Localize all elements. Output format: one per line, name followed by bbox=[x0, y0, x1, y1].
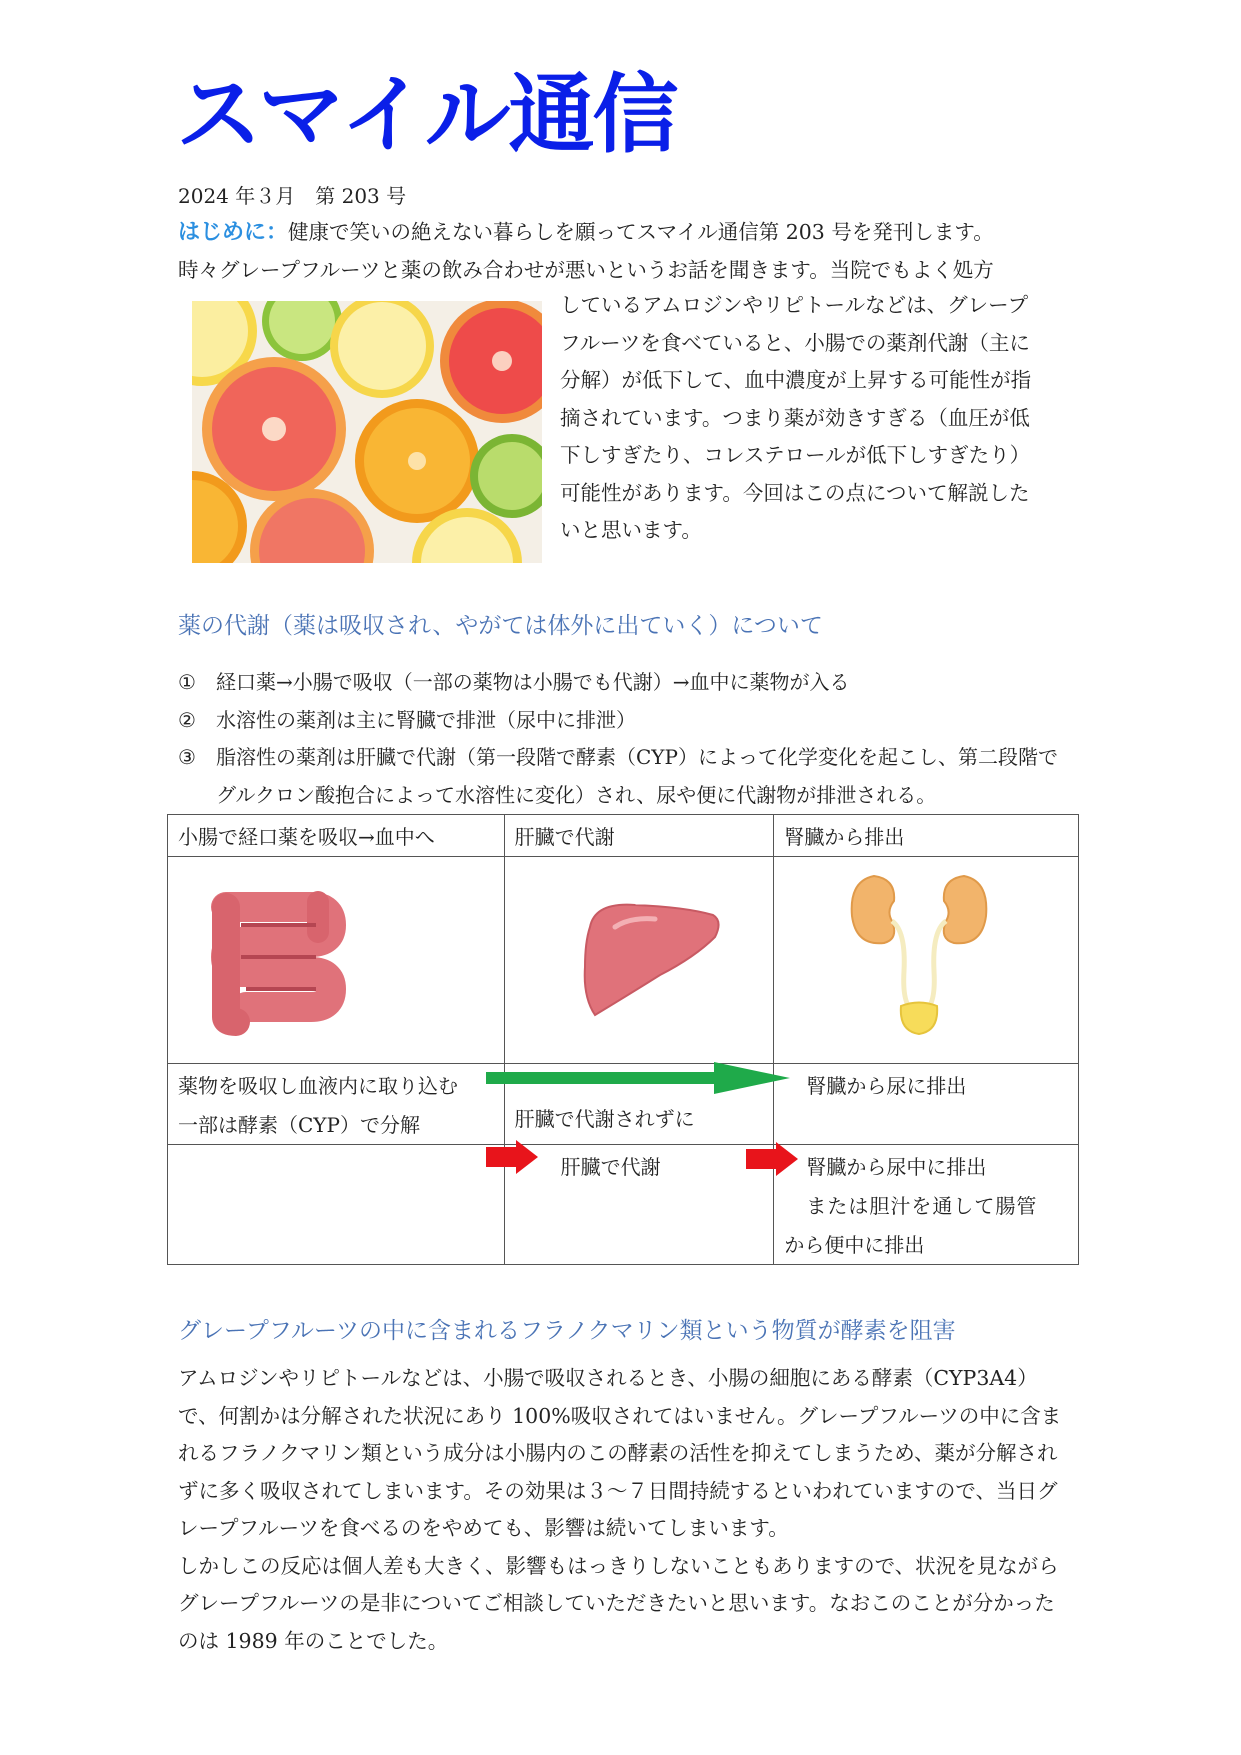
intro-wrap-line: 摘されています。つまり薬が効きすぎる（血圧が低 bbox=[560, 405, 1030, 430]
header-absorption: 小腸で経口薬を吸収→血中へ bbox=[168, 815, 505, 857]
step-number: ② bbox=[178, 707, 196, 732]
step-text: 水溶性の薬剤は主に腎臓で排泄（尿中に排泄） bbox=[216, 707, 636, 732]
intro-wrap-line: 下しすぎたり、コレステロールが低下しすぎたり） bbox=[560, 443, 1031, 467]
step-number: ③ bbox=[178, 745, 196, 769]
absorb-text: 薬物を吸収し血液内に取り込む bbox=[178, 1074, 458, 1098]
section-heading-furanocoumarin: グレープフルーツの中に含まれるフラノクマリン類という物質が酵素を阻害 bbox=[178, 1318, 956, 1344]
intro-wrap-line: しているアムロジンやリピトールなどは、グレープ bbox=[560, 293, 1029, 317]
header-liver: 肝臓で代謝 bbox=[504, 815, 774, 857]
section-heading-metabolism: 薬の代謝（薬は吸収され、やがては体外に出ていく）について bbox=[178, 613, 823, 639]
issue-date: 2024 年３月 第 203 号 bbox=[178, 184, 407, 208]
paragraph: しかしこの反応は個人差も大きく、影響もはっきりしないこともありますので、状況を見ながらグレープフルーツの是非についてご相談していただきたいと思います。なおこのことが分かったのは 1989 年のことでした。 bbox=[178, 1553, 1059, 1653]
excretion-text-2: または胆汁を通して腸管 bbox=[806, 1194, 1038, 1218]
red-arrow-icon bbox=[486, 1140, 538, 1174]
liver-metab-text: 肝臓で代謝 bbox=[560, 1155, 661, 1179]
excretion-text-3: から便中に排出 bbox=[784, 1233, 925, 1257]
explanation-text bbox=[178, 1360, 1068, 1660]
intro-line-1: 健康で笑いの絶えない暮らしを願ってスマイル通信第 203 号を発刊します。 bbox=[288, 220, 994, 244]
intro-wrap-line: 可能性があります。今回はこの点について解説した bbox=[560, 480, 1030, 505]
intro-line-2: 時々グレープフルーツと薬の飲み合わせが悪いというお話を聞きます。当院でもよく処方 bbox=[178, 257, 994, 282]
newsletter-title: スマイル通信 bbox=[176, 65, 677, 165]
green-arrow-icon bbox=[486, 1062, 790, 1094]
red-arrow-icon bbox=[746, 1142, 798, 1176]
step-number: ① bbox=[178, 670, 196, 694]
step-text: 経口薬→小腸で吸収（一部の薬物は小腸でも代謝）→血中に薬物が入る bbox=[216, 670, 850, 694]
bypass-text: 肝臓で代謝されずに bbox=[514, 1107, 695, 1131]
header-kidney: 腎臓から排出 bbox=[774, 815, 1079, 857]
intro-wrap-line: フルーツを食べていると、小腸での薬剤代謝（主に bbox=[560, 330, 1030, 355]
cyp-text: 一部は酵素（CYP）で分解 bbox=[178, 1113, 420, 1137]
intro-wrap-line: 分解）が低下して、血中濃度が上昇する可能性が指 bbox=[560, 368, 1032, 392]
paragraph: アムロジンやリピトールなどは、小腸で吸収されるとき、小腸の細胞にある酵素（CYP3A4）で、何割かは分解された状況にあり 100%吸収されてはいません。グレープフルーツの中に含まれるフラノクマリン類という成分は小腸内のこの酵素の活性を抑えてしまうため、薬が分解されずに多く吸収されてしまいます。その効果は３～７日間持続するといわれていますので、当日グレープフルーツを食べるのをやめても、影響は続いてしまいます。 bbox=[178, 1366, 1062, 1540]
renal-text: 腎臓から尿に排出 bbox=[806, 1074, 967, 1098]
excretion-text-1: 腎臓から尿中に排出 bbox=[806, 1155, 987, 1179]
intro-wrap-line: いと思います。 bbox=[560, 518, 702, 542]
intro-lead: はじめに： bbox=[178, 220, 289, 245]
step-text: 脂溶性の薬剤は肝臓で代謝（第一段階で酵素（CYP）によって化学変化を起こし、第二段階でグルクロン酸抱合によって水溶性に変化）され、尿や便に代謝物が排泄される。 bbox=[216, 745, 1058, 807]
